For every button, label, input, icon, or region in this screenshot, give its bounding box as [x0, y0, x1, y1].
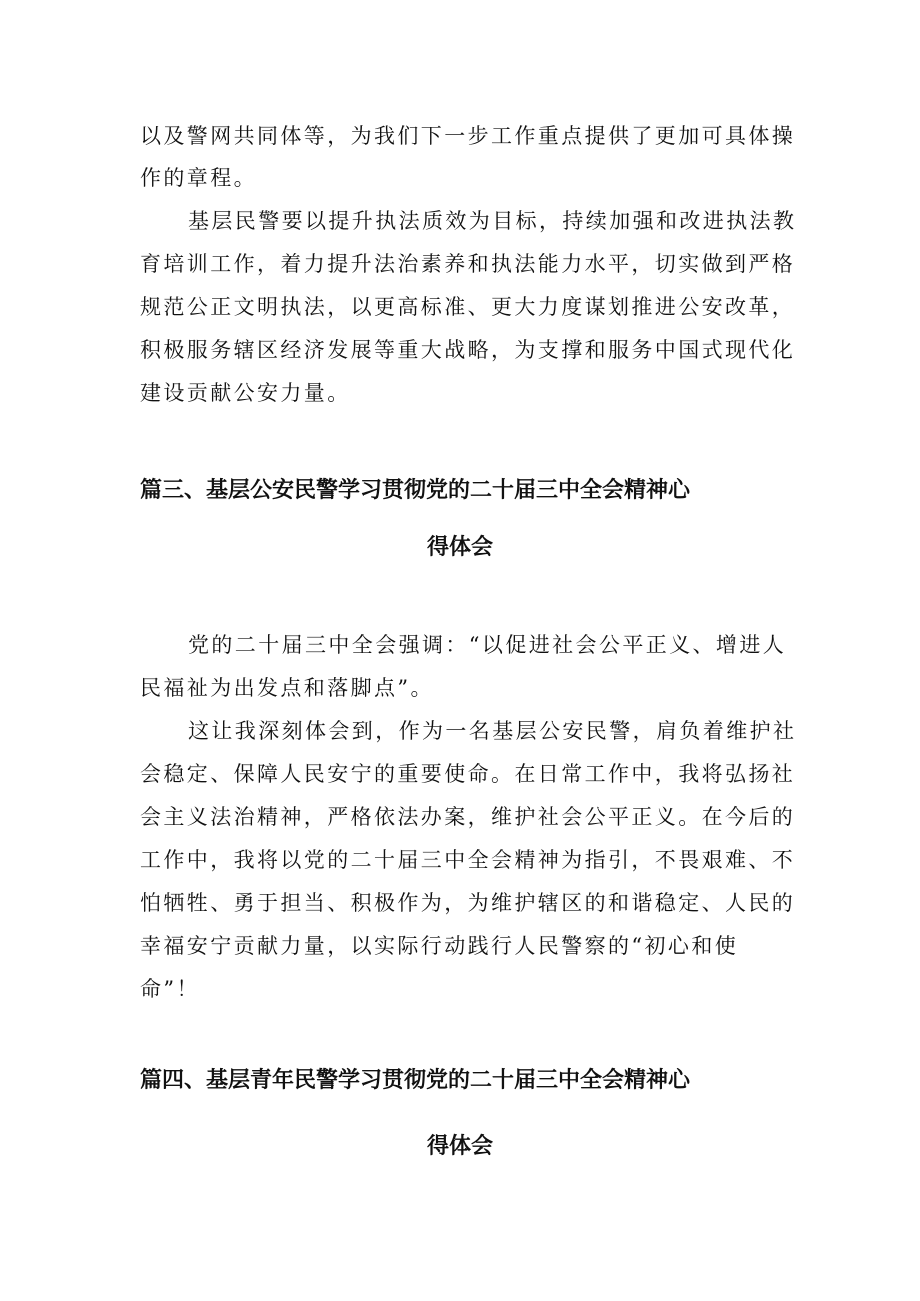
paragraph-line: 幸福安宁贡献力量，以实际行动践行人民警察的“初心和使: [140, 934, 739, 958]
paragraph-line: 作的章程。: [140, 166, 257, 190]
paragraph-line: 建设贡献公安力量。: [140, 381, 351, 405]
paragraph-line: 工作中，我将以党的二十届三中全会精神为指引，不畏艰难、不: [140, 848, 796, 872]
paragraph-line: 会稳定、保障人民安宁的重要使命。在日常工作中，我将弘扬社: [140, 762, 796, 786]
paragraph-line: 这让我深刻体会到，作为一名基层公安民警，肩负着维护社: [188, 719, 797, 743]
paragraph-line: 党的二十届三中全会强调：“以促进社会公平正义、增进人: [188, 633, 787, 657]
section-title-continued: 得体会: [426, 535, 493, 560]
section-title-continued: 得体会: [426, 1134, 493, 1159]
section-title: 篇四、基层青年民警学习贯彻党的二十届三中全会精神心: [140, 1068, 691, 1093]
paragraph-line: 积极服务辖区经济发展等重大战略，为支撑和服务中国式现代化: [140, 338, 796, 362]
paragraph-line: 规范公正文明执法，以更高标准、更大力度谋划推进公安改革，: [140, 295, 796, 319]
paragraph-line: 育培训工作，着力提升法治素养和执法能力水平，切实做到严格: [140, 252, 796, 276]
paragraph-line: 基层民警要以提升执法质效为目标，持续加强和改进执法教: [188, 209, 797, 233]
paragraph-line: 民福祉为出发点和落脚点”。: [140, 676, 434, 700]
section-title: 篇三、基层公安民警学习贯彻党的二十届三中全会精神心: [140, 478, 691, 503]
paragraph-line: 以及警网共同体等，为我们下一步工作重点提供了更加可具体操: [140, 124, 796, 148]
paragraph-line: 会主义法治精神，严格依法办案，维护社会公平正义。在今后的: [140, 805, 796, 829]
paragraph-line: 怕牺牲、勇于担当、积极作为，为维护辖区的和谐稳定、人民的: [140, 891, 796, 915]
paragraph-line: 命”！: [140, 977, 200, 1001]
